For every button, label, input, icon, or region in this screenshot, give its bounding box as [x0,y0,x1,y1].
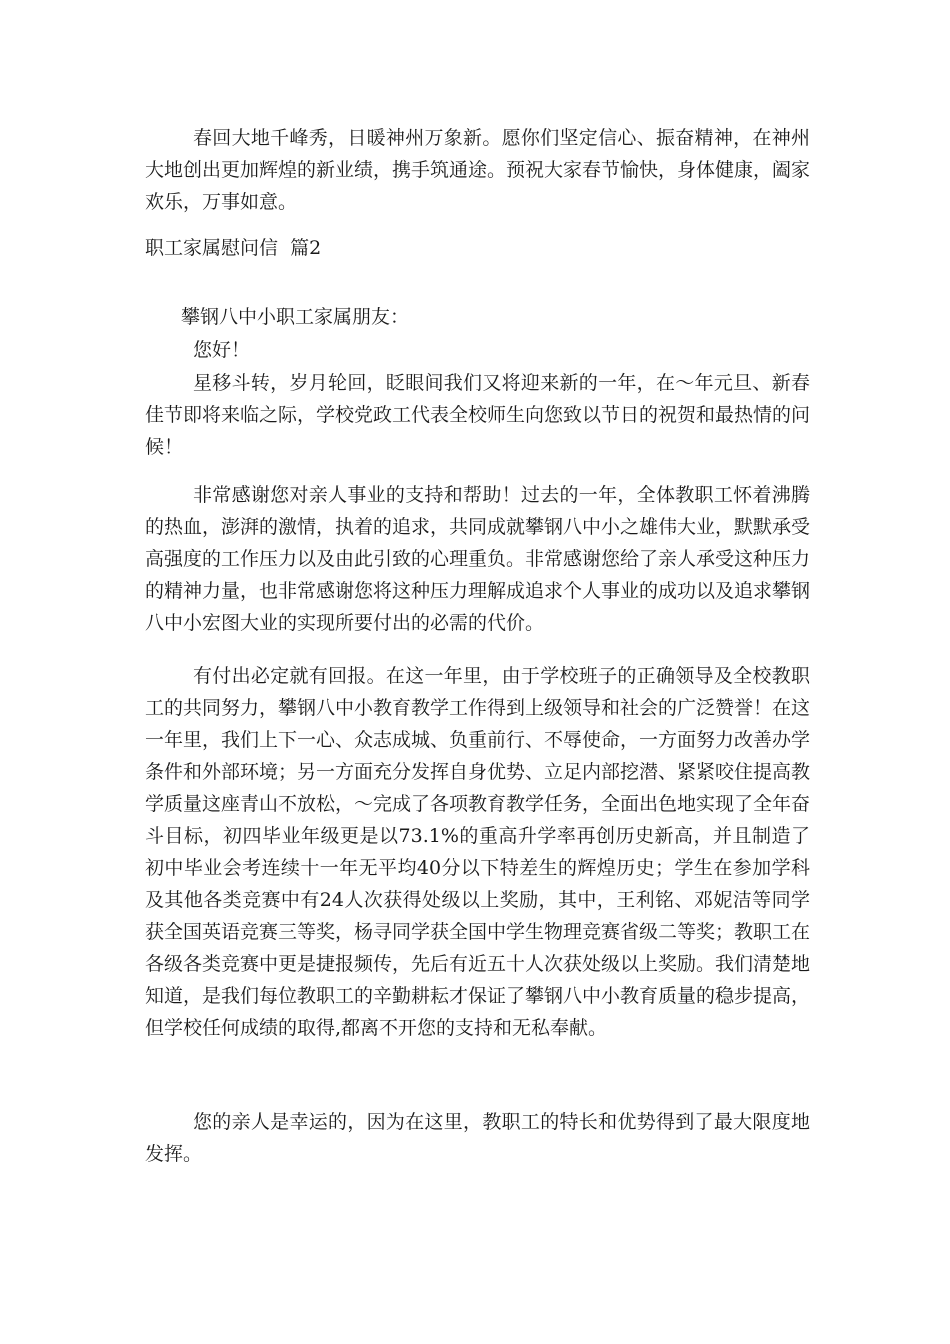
intro-paragraph: 春回大地千峰秀，日暖神州万象新。愿你们坚定信心、振奋精神，在神州大地创出更加辉煌的新业绩，携手筑通途。预祝大家春节愉快，身体健康，阖家欢乐，万事如意。 [145,127,811,213]
body-paragraph-2: 非常感谢您对亲人事业的支持和帮助！过去的一年，全体教职工怀着沸腾的热血，澎湃的激情，执着的追求，共同成就攀钢八中小之雄伟大业，默默承受高强度的工作压力以及由此引致的心理重负。非常感谢您给了亲人承受这种压力的精神力量，也非常感谢您将这种压力理解成追求个人事业的成功以及追求攀钢八中小宏图大业的实现所要付出的必需的代价。 [145,484,811,634]
body-paragraph-3: 有付出必定就有回报。在这一年里，由于学校班子的正确领导及全校教职工的共同努力，攀钢八中小教育教学工作得到上级领导和社会的广泛赞誉！在这一年里，我们上下一心、众志成城、负重前行、不辱使命，一方面努力改善办学条件和外部环境；另一方面充分发挥自身优势、立足内部挖潜、紧紧咬住提高教学质量这座青山不放松，～完成了各项教育教学任务，全面出色地实现了全年奋斗目标，初四毕业年级更是以73.1%的重高升学率再创历史新高，并且制造了初中毕业会考连续十一年无平均40分以下特差生的辉煌历史；学生在参加学科及其他各类竞赛中有24人次获得处级以上奖励，其中，王利铭、邓妮洁等同学获全国英语竞赛三等奖，杨寻同学获全国中学生物理竞赛省级二等奖；教职工在各级各类竞赛中更是捷报频传，先后有近五十人次获处级以上奖励。我们清楚地知道，是我们每位教职工的辛勤耕耘才保证了攀钢八中小教育质量的稳步提高，但学校任何成绩的取得,都离不开您的支持和无私奉献。 [145,665,811,1039]
section-heading: 职工家属慰问信 篇2 [145,237,322,259]
letter-salutation: 攀钢八中小职工家属朋友： [181,306,410,328]
body-paragraph-1: 星移斗转，岁月轮回，眨眼间我们又将迎来新的一年，在～年元旦、新春佳节即将来临之际，学校党政工代表全校师生向您致以节日的祝贺和最热情的问候！ [145,372,811,458]
body-paragraph-4: 您的亲人是幸运的，因为在这里，教职工的特长和优势得到了最大限度地发挥。 [145,1111,810,1165]
letter-greeting: 您好！ [193,339,251,361]
